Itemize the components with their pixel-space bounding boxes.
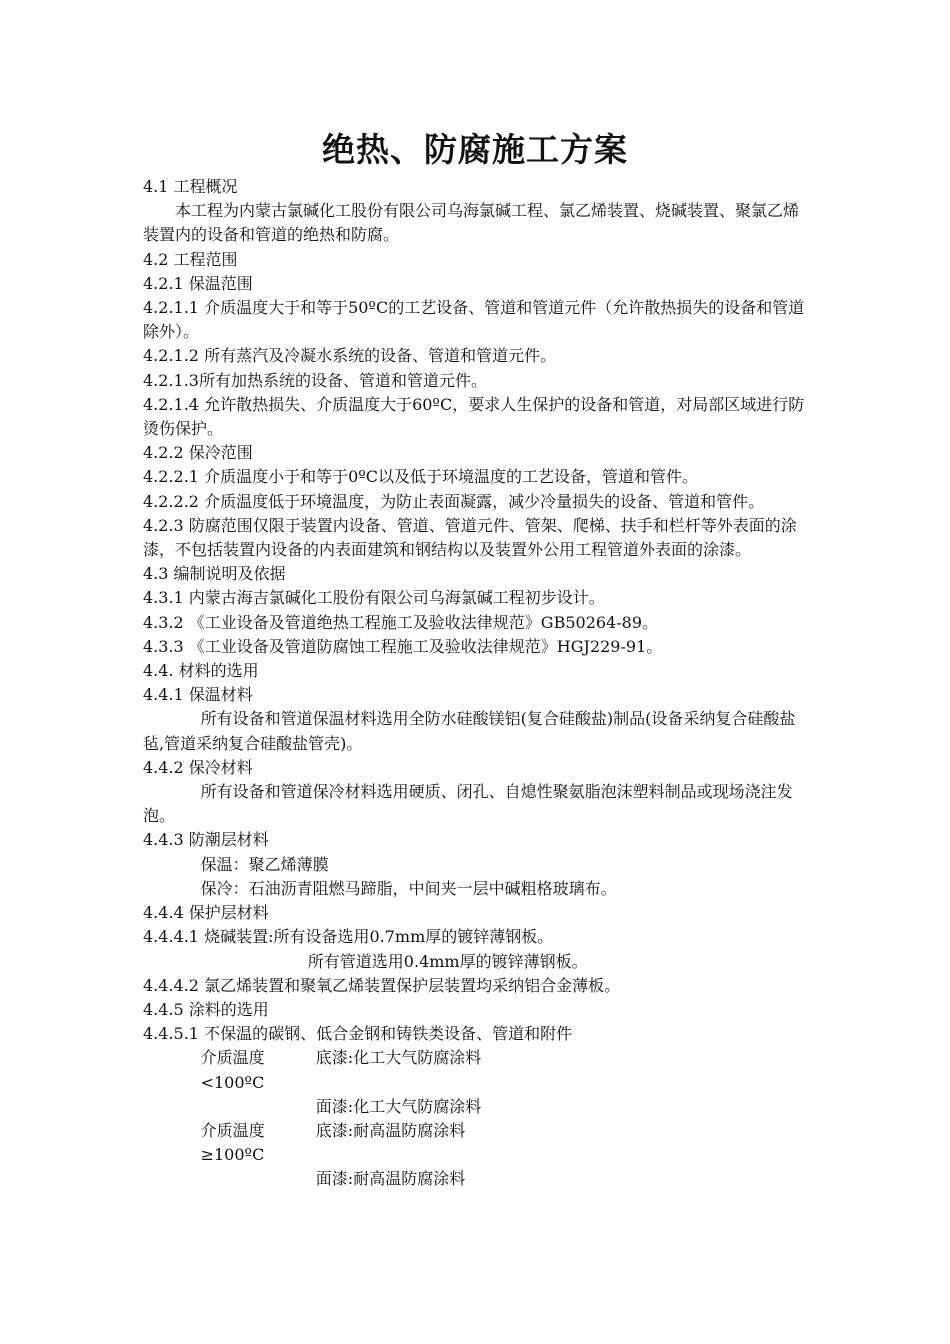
paint-row [143,1095,808,1119]
paint-condition [143,1095,316,1119]
paint-condition [143,1167,316,1191]
paint-coat: 底漆:耐高温防腐涂料 [315,1120,466,1140]
paint-row [143,1167,808,1191]
section-heading-4-3: 4.3 编制说明及依据 [143,564,286,584]
clause-4-2-3: 4.2.3 防腐范围仅限于装置内设备、管道、管道元件、管架、爬梯、扶手和栏杆等外表面的涂漆，不包括装置内设备的内表面建筑和钢结构以及装置外公用工程管道外表面的涂漆。 [143,515,797,560]
subsection-heading-4-4-2: 4.4.2 保冷材料 [143,757,253,777]
paragraph-cold-material: 所有设备和管道保冷材料选用硬质、闭孔、自熄性聚氨脂泡沫塑料制品或现场浇注发泡。 [143,782,793,826]
section-heading-4-2: 4.2 工程范围 [143,249,238,269]
clause-4-2-1-2: 4.2.1.2 所有蒸汽及冷凝水系统的设备、管道和管道元件。 [143,346,557,366]
clause-4-3-2: 4.3.2 《工业设备及管道绝热工程施工及验收法律规范》GB50264-89。 [143,612,659,632]
clause-4-3-1: 4.3.1 内蒙古海吉氯碱化工股份有限公司乌海氯碱工程初步设计。 [143,588,605,608]
subsection-heading-4-4-1: 4.4.1 保温材料 [143,685,253,705]
paint-row [143,1046,808,1094]
paint-coat: 面漆:化工大气防腐涂料 [315,1096,482,1116]
clause-4-2-1-3: 4.2.1.3所有加热系统的设备、管道和管道元件。 [143,370,487,390]
document-title: 绝热、防腐施工方案 [322,130,628,169]
moisture-layer-cold: 保冷：石油沥青阻燃马蹄脂，中间夹一层中碱粗格玻璃布。 [200,878,617,898]
clause-4-4-4-1-pipes: 所有管道选用0.4mm厚的镀锌薄钢板。 [307,951,588,971]
subsection-heading-4-4-4: 4.4.4 保护层材料 [143,903,269,923]
document-body [143,175,808,1192]
paint-condition: 介质温度<100ºC [200,1048,265,1092]
clause-4-4-5-1: 4.4.5.1 不保温的碳钢、低合金钢和铸铁类设备、管道和附件 [143,1024,573,1044]
paint-row [143,1119,808,1167]
section-heading-4-4: 4.4. 材料的选用 [143,661,259,681]
paint-coat: 面漆:耐高温防腐涂料 [315,1169,466,1189]
subsection-heading-4-4-3: 4.4.3 防潮层材料 [143,830,269,850]
paint-condition: 介质温度≥100ºC [200,1120,265,1165]
paint-coat: 底漆:化工大气防腐涂料 [315,1048,482,1068]
subsection-heading-4-4-5: 4.4.5 涂料的选用 [143,999,269,1019]
paragraph-insulation-material: 所有设备和管道保温材料选用全防水硅酸镁铝(复合硅酸盐)制品(设备采纳复合硅酸盐毡,管道采纳复合硅酸盐管壳)。 [143,709,796,753]
paint-table [143,1046,808,1191]
clause-4-3-3: 4.3.3 《工业设备及管道防腐蚀工程施工及验收法律规范》HGJ229-91。 [143,636,663,656]
clause-4-4-4-1: 4.4.4.1 烧碱装置:所有设备选用0.7mm厚的镀锌薄钢板。 [143,927,554,947]
paragraph-overview: 本工程为内蒙古氯碱化工股份有限公司乌海氯碱工程、氯乙烯装置、烧碱装置、聚氯乙烯装置内的设备和管道的绝热和防腐。 [143,201,800,245]
subsection-heading-4-2-1: 4.2.1 保温范围 [143,273,253,293]
clause-4-4-4-2: 4.4.4.2 氯乙烯装置和聚氧乙烯装置保护层装置均采纳铝合金薄板。 [143,975,621,995]
moisture-layer-insulation: 保温：聚乙烯薄膜 [200,854,329,874]
subsection-heading-4-2-2: 4.2.2 保冷范围 [143,443,253,463]
clause-4-2-2-1: 4.2.2.1 介质温度小于和等于0ºC以及低于环境温度的工艺设备，管道和管件。 [143,467,699,487]
clause-4-2-1-1: 4.2.1.1 介质温度大于和等于50ºC的工艺设备、管道和管道元件（允许散热损失的设备和管道除外）。 [143,298,805,342]
clause-4-2-1-4: 4.2.1.4 允许散热损失、介质温度大于60ºC，要求人生保护的设备和管道，对局部区域进行防烫伤保护。 [143,394,805,439]
section-heading-4-1: 4.1 工程概况 [143,177,238,196]
clause-4-2-2-2: 4.2.2.2 介质温度低于环境温度，为防止表面凝露，减少冷量损失的设备、管道和管件。 [143,491,765,511]
